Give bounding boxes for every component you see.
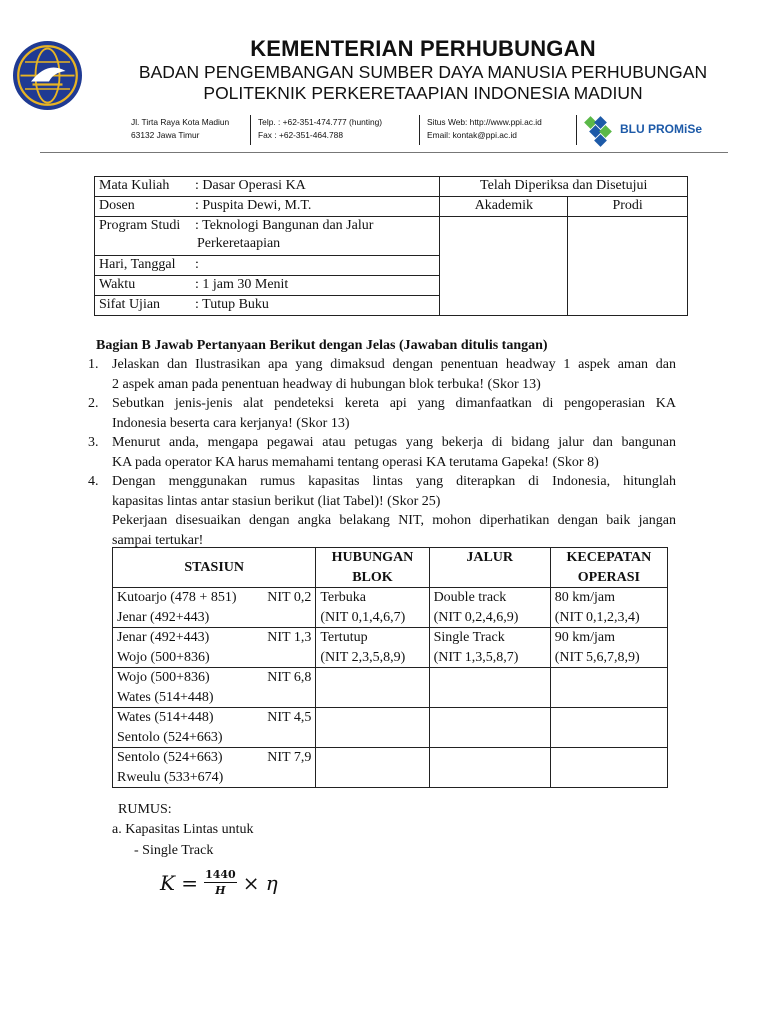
question-number: 1. [88, 357, 99, 372]
date-value: : [195, 257, 199, 272]
time-value: : 1 jam 30 Menit [195, 277, 289, 292]
approval-prodi: Prodi [568, 197, 688, 217]
speed-nit: (NIT 0,1,2,3,4) [554, 609, 640, 625]
web-block [427, 116, 542, 142]
track-type: Double track [433, 590, 507, 605]
fax-line: Fax : +62-351-464.788 [258, 130, 343, 140]
question-text: kapasitas lintas antar stasiun berikut (liat Tabel)! (Skor 25) [112, 493, 441, 509]
speed-cell [550, 588, 667, 628]
rumus-item-a: a. Kapasitas Lintas untuk [112, 822, 254, 837]
track-cell [429, 588, 550, 628]
station-cell [113, 628, 316, 668]
header-divider [40, 152, 728, 153]
block-nit: (NIT 0,1,4,6,7) [320, 609, 406, 625]
question-3 [88, 433, 676, 472]
station-cell [113, 748, 316, 788]
header-station: STASIUN [113, 548, 316, 588]
question-1 [88, 355, 676, 394]
lecturer-value: : Puspita Dewi, M.T. [195, 198, 312, 213]
header-speed [550, 548, 667, 588]
website-line: Situs Web: http://www.ppi.ac.id [427, 117, 542, 127]
header-block-line1: HUBUNGAN [331, 550, 414, 565]
block-cell [316, 748, 429, 788]
course-value: : Dasar Operasi KA [195, 178, 306, 193]
track-cell [429, 748, 550, 788]
academic-signature-box [440, 217, 568, 316]
station-from: Sentolo (524+663) [117, 750, 223, 765]
block-cell [316, 628, 429, 668]
question-4 [88, 472, 676, 550]
nit-label: NIT 7,9 [267, 750, 312, 765]
speed-cell [550, 668, 667, 708]
track-type: Single Track [433, 630, 505, 645]
lecturer-cell [95, 197, 440, 217]
email-line: Email: kontak@ppi.ac.id [427, 130, 517, 140]
block-nit: (NIT 2,3,5,8,9) [320, 649, 406, 665]
station-from: Kutoarjo (478 + 851) [117, 590, 237, 605]
section-title: Bagian B Jawab Pertanyaan Berikut dengan Jelas (Jawaban ditulis tangan) [96, 338, 548, 353]
program-cell [95, 217, 440, 256]
station-cell [113, 668, 316, 708]
nature-label: Sifat Ujian [99, 297, 161, 312]
capacity-formula [160, 868, 278, 897]
station-from: Jenar (492+443) [117, 630, 210, 645]
table-row [113, 588, 668, 628]
speed-cell [550, 628, 667, 668]
formula-numerator: 1440 [205, 868, 236, 881]
block-type: Tertutup [320, 630, 368, 645]
institute-title: POLITEKNIK PERKERETAAPIAN INDONESIA MADIUN [203, 83, 643, 103]
header-block-line2: BLOK [352, 569, 393, 585]
nature-cell [95, 296, 440, 316]
course-cell [95, 177, 440, 197]
speed-value: 90 km/jam [554, 630, 616, 645]
address-line-2: 63132 Jawa Timur [131, 130, 200, 140]
formula-denominator: H [215, 884, 226, 897]
question-text: sampai tertukar! [112, 532, 204, 548]
date-label: Hari, Tanggal [99, 257, 176, 272]
contact-separator [576, 115, 577, 145]
station-table [112, 547, 668, 788]
table-header-row [113, 548, 668, 588]
station-to: Jenar (492+443) [117, 609, 210, 625]
table-row [113, 708, 668, 748]
table-row [113, 668, 668, 708]
station-cell [113, 588, 316, 628]
track-nit: (NIT 0,2,4,6,9) [433, 609, 519, 625]
speed-cell [550, 708, 667, 748]
question-text: Indonesia beserta cara kerjanya! (Skor 13) [112, 415, 350, 431]
approval-academic: Akademik [440, 197, 568, 217]
formula-rhs: × η [242, 870, 278, 895]
course-label: Mata Kuliah [99, 178, 170, 193]
nature-value: : Tutup Buku [195, 297, 269, 312]
station-to: Wates (514+448) [117, 689, 214, 705]
question-number: 3. [88, 435, 99, 450]
question-text: KA pada operator KA harus memahami tentang operasi KA terutama Gapeka! (Skor 8) [112, 454, 599, 470]
contact-separator [250, 115, 251, 145]
rumus-single-track: - Single Track [134, 843, 214, 858]
question-text: Pekerjaan disesuaikan dengan angka belakang NIT, mohon diperhatikan dengan baik jangan [112, 513, 676, 528]
speed-cell [550, 748, 667, 788]
question-text: Jelaskan dan Ilustrasikan apa yang dimaksud dengan penentuan headway 1 aspek aman dan [112, 357, 676, 372]
station-from: Wates (514+448) [117, 710, 214, 725]
prodi-signature-box [568, 217, 688, 316]
address-line-1: Jl. Tirta Raya Kota Madiun [131, 117, 230, 127]
table-row [113, 748, 668, 788]
nit-label: NIT 1,3 [267, 630, 312, 645]
nit-label: NIT 6,8 [267, 670, 312, 685]
station-to: Sentolo (524+663) [117, 729, 223, 745]
track-cell [429, 708, 550, 748]
blu-logo-text: BLU PROMiSe [620, 122, 703, 136]
time-label: Waktu [99, 277, 136, 292]
speed-nit: (NIT 5,6,7,8,9) [554, 649, 640, 665]
block-type: Terbuka [320, 590, 367, 605]
track-nit: (NIT 1,3,5,8,7) [433, 649, 519, 665]
question-number: 2. [88, 396, 99, 411]
phone-line: Telp. : +62-351-474.777 (hunting) [258, 117, 383, 127]
program-value: : Teknologi Bangunan dan Jalur [195, 218, 374, 233]
agency-title: BADAN PENGEMBANGAN SUMBER DAYA MANUSIA PERHUBUNGAN [138, 62, 708, 82]
date-cell [95, 256, 440, 276]
blu-logo-icon [582, 114, 616, 148]
exam-info-table [94, 176, 688, 316]
station-to: Wojo (500+836) [117, 649, 210, 665]
lecturer-label: Dosen [99, 198, 135, 213]
blu-promise-logo [582, 114, 703, 148]
header-block [316, 548, 429, 588]
formula-lhs: K = [160, 870, 199, 895]
question-number: 4. [88, 474, 99, 489]
header-track: JALUR [429, 548, 550, 588]
ministry-title: KEMENTERIAN PERHUBUNGAN [250, 36, 596, 61]
track-cell [429, 628, 550, 668]
question-text: Menurut anda, mengapa pegawai atau petugas yang bekerja di bidang jalur dan bangunan [112, 435, 676, 450]
station-from: Wojo (500+836) [117, 670, 210, 685]
approval-title: Telah Diperiksa dan Disetujui [440, 177, 688, 197]
block-cell [316, 668, 429, 708]
table-row [113, 628, 668, 668]
question-text: Sebutkan jenis-jenis alat pendeteksi kereta api yang dimanfaatkan di pengoperasian KA [112, 396, 676, 411]
ministry-emblem-icon [10, 38, 85, 113]
nit-label: NIT 4,5 [267, 710, 312, 725]
program-label: Program Studi [99, 218, 181, 233]
speed-value: 80 km/jam [554, 590, 616, 605]
station-to: Rweulu (533+674) [117, 769, 224, 785]
block-cell [316, 588, 429, 628]
address-block [131, 116, 229, 142]
rumus-title: RUMUS: [118, 802, 172, 817]
block-cell [316, 708, 429, 748]
track-cell [429, 668, 550, 708]
header-speed-line2: OPERASI [577, 569, 640, 585]
phone-block [258, 116, 382, 142]
contact-separator [419, 115, 420, 145]
program-value-cont: Perkeretaapian [197, 236, 281, 251]
formula-fraction [204, 868, 237, 897]
question-2 [88, 394, 676, 433]
time-cell [95, 276, 440, 296]
header-speed-line1: KECEPATAN [566, 550, 652, 565]
question-text: Dengan menggunakan rumus kapasitas lintas yang diterapkan di Indonesia, hitunglah [112, 474, 676, 489]
station-cell [113, 708, 316, 748]
question-text: 2 aspek aman pada penentuan headway di hubungan blok terbuka! (Skor 13) [112, 376, 541, 392]
nit-label: NIT 0,2 [267, 590, 312, 605]
